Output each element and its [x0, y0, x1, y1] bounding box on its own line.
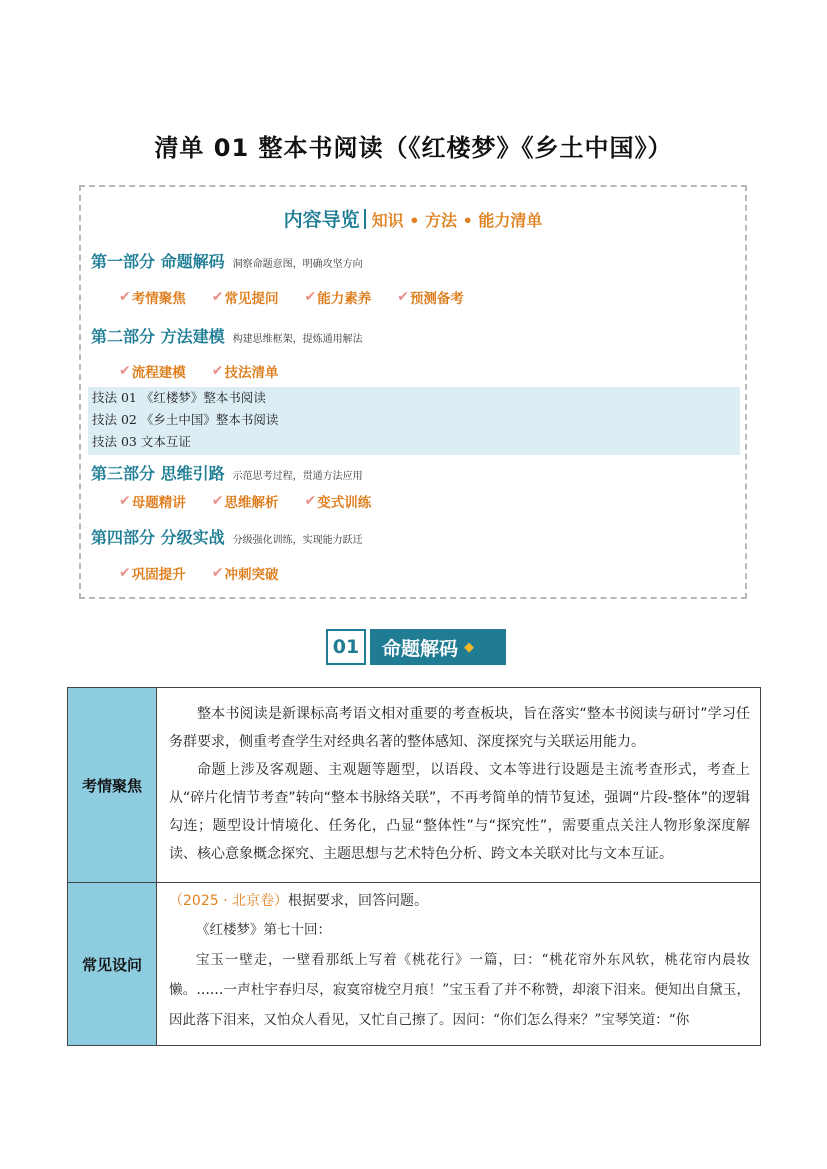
item-label: 思维解析 — [224, 495, 279, 511]
check-icon: ✔ — [211, 493, 224, 509]
part-4-row — [91, 525, 363, 548]
item-label: 冲刺突破 — [224, 567, 279, 583]
method-item[interactable]: 技法 01 《红楼梦》整本书阅读 — [92, 390, 266, 405]
question-prompt: 根据要求，回答问题。 — [287, 893, 428, 909]
part-2-title: 第二部分 方法建模 — [91, 327, 225, 346]
check-icon: ✔ — [397, 289, 409, 305]
diamond-icon: ◆ — [464, 639, 475, 655]
part-3-item[interactable] — [304, 491, 371, 511]
part-1-item[interactable] — [119, 287, 186, 307]
table-row — [68, 883, 761, 1046]
part-1-item[interactable] — [304, 287, 371, 307]
table-row — [68, 688, 761, 883]
part-3-title: 第三部分 思维引路 — [91, 464, 225, 483]
content-guide-box — [79, 185, 747, 599]
part-2-item[interactable] — [119, 361, 186, 381]
part-3-desc: 示范思考过程，贯通方法应用 — [232, 471, 363, 482]
guide-header — [81, 205, 745, 232]
item-label: 预测备考 — [409, 291, 464, 307]
item-label: 母题精讲 — [131, 495, 186, 511]
part-3-items — [119, 491, 371, 511]
part-3-row — [91, 461, 363, 484]
part-2-row — [91, 324, 363, 347]
check-icon: ✔ — [304, 493, 317, 509]
document-title: 清单 01 整本书阅读（《红楼梦》《乡土中国》） — [154, 134, 673, 162]
part-1-item[interactable] — [212, 287, 279, 307]
part-2-items — [119, 361, 278, 381]
check-icon: ✔ — [119, 493, 131, 509]
item-label: 能力素养 — [317, 291, 372, 307]
part-1-items — [119, 287, 464, 307]
item-label: 常见提问 — [224, 291, 279, 307]
excerpt-text: 宝玉一壁走，一壁看那纸上写着《桃花行》一篇，曰：“桃花帘外东风软，桃花帘内晨妆懒。……一声杜宇春归尽，寂寞帘栊空月痕！”宝玉看了并不称赞，却滚下泪来。便知出自黛玉，因此落下泪来，又怕众人看见，又忙自己擦了。因问：“你们怎么得来？”宝琴笑道：“你 — [169, 952, 750, 1028]
part-4-item[interactable] — [212, 563, 279, 583]
section-label — [370, 629, 506, 665]
check-icon: ✔ — [119, 363, 131, 379]
method-list — [88, 387, 740, 455]
chapter-ref: 《红楼梦》第七十回： — [196, 922, 331, 938]
source-tag: （2025 · 北京卷） — [169, 893, 288, 909]
part-1-title: 第一部分 命题解码 — [91, 252, 225, 271]
item-label: 流程建模 — [131, 365, 186, 381]
check-icon: ✔ — [211, 363, 224, 379]
method-item[interactable]: 技法 02 《乡土中国》整本书阅读 — [92, 412, 279, 427]
item-label: 巩固提升 — [131, 567, 186, 583]
info-table — [67, 687, 761, 1046]
check-icon: ✔ — [119, 289, 131, 305]
section-number: 01 — [326, 629, 366, 665]
part-4-title: 第四部分 分级实战 — [91, 528, 225, 547]
part-3-item[interactable] — [119, 491, 186, 511]
check-icon: ✔ — [119, 565, 131, 581]
part-1-row — [91, 249, 363, 272]
row-body-questions — [157, 883, 761, 1046]
part-1-desc: 洞察命题意图，明确攻坚方向 — [232, 259, 363, 270]
guide-header-main: 内容导览 — [283, 209, 360, 231]
focus-paragraph-1: 整本书阅读是新课标高考语文相对重要的考查板块，旨在落实“整本书阅读与研讨”学习任务群要求，侧重考查学生对经典名著的整体感知、深度探究与关联运用能力。 — [169, 706, 750, 750]
question-intro — [169, 887, 750, 915]
part-4-item[interactable] — [119, 563, 186, 583]
item-label: 考情聚焦 — [131, 291, 186, 307]
part-4-desc: 分级强化训练，实现能力跃迁 — [232, 535, 363, 546]
item-label: 变式训练 — [317, 495, 372, 511]
focus-paragraph-2: 命题上涉及客观题、主观题等题型，以语段、文本等进行设题是主流考查形式，考查上从“碎片化情节考查”转向“整本书脉络关联”，不再考简单的情节复述，强调“片段-整体”的逻辑勾连；题型设计情境化、任务化，凸显“整体性”与“探究性”，需要重点关注人物形象深度解读、核心意象概念探究、主题思想与艺术特色分析、跨文本关联对比与文本互证。 — [169, 762, 750, 862]
section-heading — [326, 629, 506, 665]
check-icon: ✔ — [304, 289, 317, 305]
guide-header-divider — [364, 209, 366, 229]
check-icon: ✔ — [211, 289, 224, 305]
row-body-focus — [157, 688, 761, 883]
part-1-item[interactable] — [397, 287, 464, 307]
part-3-item[interactable] — [212, 491, 279, 511]
item-label: 技法清单 — [224, 365, 279, 381]
part-2-desc: 构建思维框架，提炼通用解法 — [232, 334, 363, 345]
section-label-text: 命题解码 — [382, 637, 459, 660]
row-head-focus: 考情聚焦 — [68, 688, 157, 883]
row-head-questions: 常见设问 — [68, 883, 157, 1046]
check-icon: ✔ — [211, 565, 224, 581]
method-item[interactable]: 技法 03 文本互证 — [92, 434, 191, 449]
guide-header-sub: 知识 • 方法 • 能力清单 — [371, 211, 543, 230]
part-4-items — [119, 563, 278, 583]
part-2-item[interactable] — [212, 361, 279, 381]
